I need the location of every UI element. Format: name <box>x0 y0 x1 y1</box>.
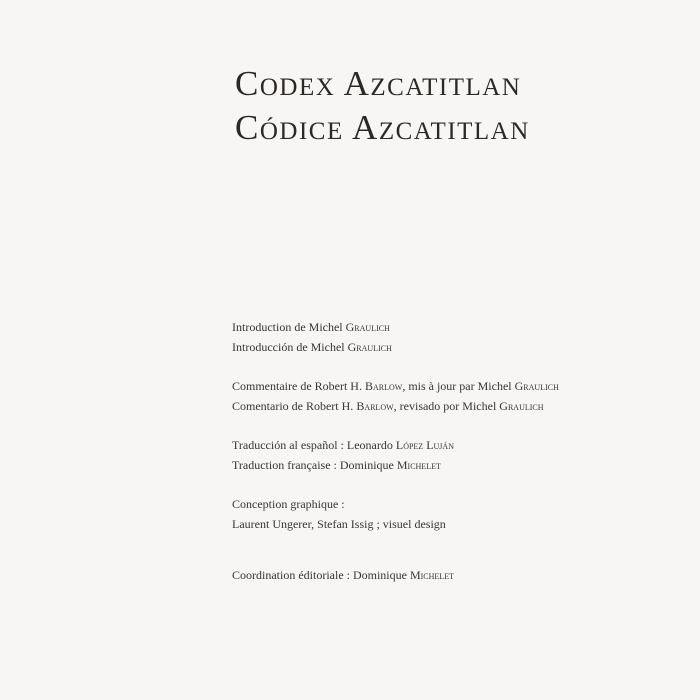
credit-surname: Graulich <box>347 340 392 354</box>
spacer <box>232 357 672 376</box>
credit-translation-fr <box>232 455 672 475</box>
credit-text: Comentario de Robert H. <box>232 399 357 413</box>
credit-text: , mis à jour par Michel <box>402 379 515 393</box>
credit-text: , revisado por Michel <box>393 399 500 413</box>
credit-text: Introducción de Michel <box>232 340 348 354</box>
credit-text: Coordination éditoriale : Dominique <box>232 568 410 582</box>
credit-surname: Graulich <box>514 379 559 393</box>
spacer <box>232 553 672 565</box>
credit-commentary-es <box>232 396 672 416</box>
credit-commentary-fr <box>232 376 672 396</box>
credit-text: Traducción al español : Leonardo <box>232 438 396 452</box>
credit-introduction-es <box>232 337 672 357</box>
credit-surname: Barlow <box>356 399 394 413</box>
spacer <box>232 416 672 435</box>
credit-surname: Barlow <box>364 379 403 393</box>
credit-surname: Michelet <box>396 458 441 472</box>
credit-introduction-fr <box>232 317 672 337</box>
credit-text: Traduction française : Dominique <box>232 458 397 472</box>
title-spanish: Códice Azcatitlan <box>235 108 530 147</box>
credit-surname: Graulich <box>345 320 390 334</box>
credit-text: Introduction de Michel <box>232 320 346 334</box>
credits-block <box>232 317 672 585</box>
spacer <box>232 475 672 494</box>
credit-surname: Graulich <box>499 399 544 413</box>
credit-design-names: Laurent Ungerer, Stefan Issig ; visuel design <box>232 517 446 531</box>
spacer <box>232 534 672 553</box>
credit-text: Commentaire de Robert H. <box>232 379 365 393</box>
credit-surname: Michelet <box>409 568 454 582</box>
credit-surname: López Luján <box>395 438 454 452</box>
credit-design-label: Conception graphique : <box>232 497 345 511</box>
title-french: Codex Azcatitlan <box>235 64 522 103</box>
credit-coordination <box>232 565 672 585</box>
title-block <box>235 62 675 150</box>
credit-translation-es <box>232 435 672 455</box>
